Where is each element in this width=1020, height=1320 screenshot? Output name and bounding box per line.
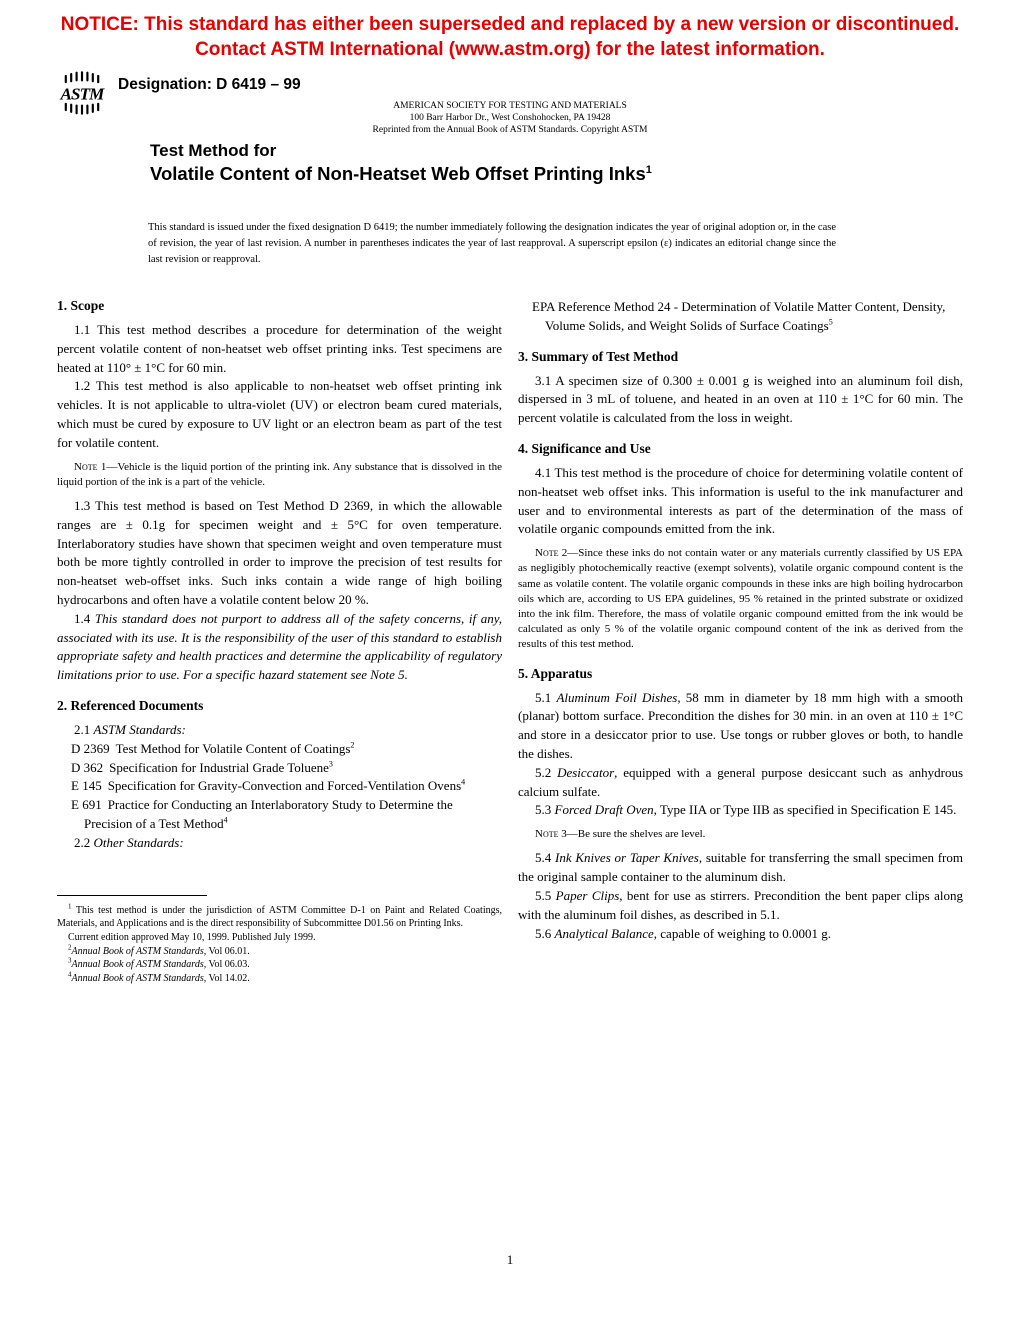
para-5-2-lead: Desiccator [557,764,615,780]
para-2-2-lead: Other Standards: [93,834,184,850]
notice-line2: Contact ASTM International (www.astm.org) for the latest information. [195,39,825,60]
footnote-3-volume: , Vol 06.03. [203,959,250,971]
note-3-label: Note 3 [535,828,567,841]
reference-epa-text: EPA Reference Method 24 - Determination of Volatile Matter Content, Density, Volume Solids, and Weight Solids of Surface Coatings [532,299,946,333]
reference-code: E 691 [71,797,102,813]
para-1-3: 1.3 This test method is based on Test Method D 2369, in which the allowable ranges are ± 0.1g for specimen weight and ± 5°C for oven temperature. Interlaboratory studies have shown that specimen weight and oven temperature must both be more tightly controlled in order to improve the precision of test results for non-heatset web-offset inks. Such inks contain a wide range of high boiling hydrocarbons and often have a volatile content below 20 %. [57,497,502,607]
para-5-4-lead: Ink Knives or Taper Knives [555,850,699,866]
para-5-1 [518,689,963,764]
page-number: 1 [506,1252,514,1267]
para-5-5-number: 5.5 [535,887,556,903]
reference-item [57,759,502,778]
footnote-4-marker: 4 [68,970,72,979]
reference-code: D 362 [71,759,104,775]
para-2-2-number: 2.2 [74,834,94,850]
para-2-1 [57,721,502,740]
note-1 [57,460,502,490]
para-5-5-lead: Paper Clips [555,887,620,903]
section-2-heading: 2. Referenced Documents [57,697,204,713]
reference-title: Test Method for Volatile Content of Coatings [115,740,351,756]
para-5-3-text: , Type IIA or Type IIB as specified in Specification E 145. [653,802,957,818]
para-5-4 [518,849,963,887]
note-1-label: Note 1 [74,460,107,473]
left-column [57,298,502,986]
notice-line1: NOTICE: This standard has either been superseded and replaced by a new version or discontinued. [60,14,960,35]
reference-footnote-ref: 4 [223,815,228,825]
para-5-3-number: 5.3 [535,802,555,818]
reference-footnote-ref: 2 [350,740,355,750]
para-1-4 [57,610,502,685]
footnote-3-source: Annual Book of ASTM Standards [71,959,204,971]
supersession-notice [0,12,1020,62]
para-2-2 [57,834,502,853]
para-5-5-text: , bent for use as stirrers. Precondition the bent paper clips along with the aluminum foil dishes, as described in 5.1. [518,887,963,922]
title-footnote-ref: 1 [645,163,652,176]
para-3-1: 3.1 A specimen size of 0.300 ± 0.001 g is weighed into an aluminum foil dish, dispersed in 3 mL of toluene, and heated in an oven at 110 ± 1°C for 60 min. The percent volatile is calculated from the loss in weight. [518,372,963,426]
title-kicker: Test Method for [150,141,277,160]
para-5-4-number: 5.4 [535,850,556,866]
reference-item-epa [518,298,963,336]
note-2-label: Note 2 [535,547,568,560]
footnote-4 [57,972,502,986]
section-4-heading: 4. Significance and Use [518,440,651,456]
section-1-heading: 1. Scope [57,298,105,313]
note-2-text: —Since these inks do not contain water or any materials currently classified by US EPA as negligibly photochemically reactive (exempt solvents), volatile organic compound content is the same as volatile content. The volatile organic compounds in these inks are high boiling hydrocarbon oils which are, according to US EPA guidelines, 95 % retained in the printed substrate or oxidized into the ink film. Therefore, the mass of volatile organic compound emitted from the ink would be calculated as only 5 % of the volatile organic compound content of the ink as derived from the results of this test method. [518,547,963,651]
para-1-2: 1.2 This test method is also applicable to non-heatset web offset printing ink vehicles. It is not applicable to ultra-violet (UV) or electron beam cured materials, which must be cured by exposure to UV light or an electron beam as part of the test for volatile content. [57,378,502,450]
reference-footnote-ref: 3 [328,759,333,769]
reference-item [57,740,502,759]
title-text: Volatile Content of Non-Heatset Web Offset Printing Inks [150,163,646,184]
footnote-current-edition: Current edition approved May 10, 1999. Published July 1999. [68,931,316,943]
note-2 [518,546,963,652]
reference-item [57,777,502,796]
footnote-3-marker: 3 [68,957,72,966]
para-5-6-number: 5.6 [535,925,555,941]
para-4-1: 4.1 This test method is the procedure of choice for determining volatile content of non-heatset web offset inks. This information is useful to the ink manufacturer and user and to environmental interests as part of the determination of the mass of volatile organic compounds emitted from the ink. [518,464,963,537]
note-3-text: —Be sure the shelves are level. [566,828,706,841]
footnote-3 [57,958,502,972]
para-2-1-number: 2.1 [74,721,94,737]
note-1-text: —Vehicle is the liquid portion of the printing ink. Any substance that is dissolved in the liquid portion of the ink is a part of the vehicle. [57,460,502,488]
para-5-6 [518,925,963,944]
para-1-4-text: This standard does not purport to address all of the safety concerns, if any, associated with its use. It is the responsibility of the user of this standard to establish appropriate safety and health practices and determine the applicability of regulatory limitations prior to use. For a specific hazard statement see Note 5. [57,610,503,683]
para-1-1: 1.1 This test method describes a procedure for determination of the weight percent volatile content of non-heatset web offset printing inks. Test specimens are heated at 110° ± 1°C for 60 min. [57,322,502,375]
para-5-2-text: , equipped with a general purpose desiccant such as anhydrous calcium sulfate. [518,764,964,799]
section-5-heading: 5. Apparatus [518,665,593,681]
footnote-separator [57,895,207,896]
footnote-1-text: This test method is under the jurisdiction of ASTM Committee D-1 on Paint and Related Coatings, Materials, and Applications and is the direct responsibility of Subcommittee D01.56 on Printing Inks. [57,904,502,930]
para-5-3-lead: Forced Draft Oven [554,802,654,818]
para-5-4-text: , suitable for transferring the small specimen from the original sample container to the aluminum dish. [518,850,963,885]
para-5-5 [518,887,963,925]
title-block [150,140,652,186]
page-title [150,162,652,186]
footnote-2-volume: , Vol 06.01. [203,945,250,957]
footnote-2-marker: 2 [68,943,72,952]
reference-title: Specification for Industrial Grade Toluene [109,759,329,775]
society-address: 100 Barr Harbor Dr., West Conshohocken, PA 19428 [409,113,611,123]
footnote-4-volume: , Vol 14.02. [203,973,250,985]
para-5-6-lead: Analytical Balance [554,925,654,941]
reference-code: E 145 [71,778,102,794]
para-5-2-number: 5.2 [535,764,558,780]
para-2-1-lead: ASTM Standards: [93,721,186,737]
reference-footnote-ref: 4 [461,778,466,788]
right-column [518,298,963,986]
footnote-1-marker: 1 [68,902,72,911]
footnote-1 [57,904,502,931]
reference-code: D 2369 [71,740,110,756]
para-5-1-number: 5.1 [535,689,557,705]
footnote-2 [57,945,502,959]
para-1-4-number: 1.4 [74,610,95,626]
para-5-1-lead: Aluminum Foil Dishes [556,689,678,705]
reference-epa-footnote-ref: 5 [828,317,833,327]
para-5-2 [518,764,963,802]
society-info [0,100,1020,136]
note-3 [518,827,963,842]
astm-logo-text: ASTM [60,84,104,104]
para-5-3 [518,801,963,820]
para-5-6-text: , capable of weighing to 0.0001 g. [653,925,832,941]
issuance-note: This standard is issued under the fixed designation D 6419; the number immediately following the designation indicates the year of original adoption or, in the case of revision, the year of last revision. A number in parentheses indicates the year of last reapproval. A superscript epsilon (ε) indicates an editorial change since the last revision or reapproval. [148,222,836,265]
footnote-4-source: Annual Book of ASTM Standards [71,973,204,985]
para-5-1-text: , 58 mm in diameter by 18 mm high with a smooth (planar) bottom surface. Precondition the dishes for 30 min. in an oven at 110 ± 1°C and store in a desiccator prior to use. Use tongs or rubber gloves or both, to handle the dishes. [518,689,964,761]
reference-title: Specification for Gravity-Convection and Forced-Ventilation Ovens [107,778,462,794]
reference-title: Practice for Conducting an Interlaboratory Study to Determine the Precision of a Test Method [84,797,453,831]
society-reprint-note: Reprinted from the Annual Book of ASTM Standards. Copyright ASTM [372,125,648,135]
section-3-heading: 3. Summary of Test Method [518,348,679,364]
reference-item [57,796,502,834]
footnote-2-source: Annual Book of ASTM Standards [71,945,204,957]
designation: Designation: D 6419 – 99 [118,76,301,93]
body-columns [57,298,963,986]
society-name: AMERICAN SOCIETY FOR TESTING AND MATERIALS [393,101,627,111]
